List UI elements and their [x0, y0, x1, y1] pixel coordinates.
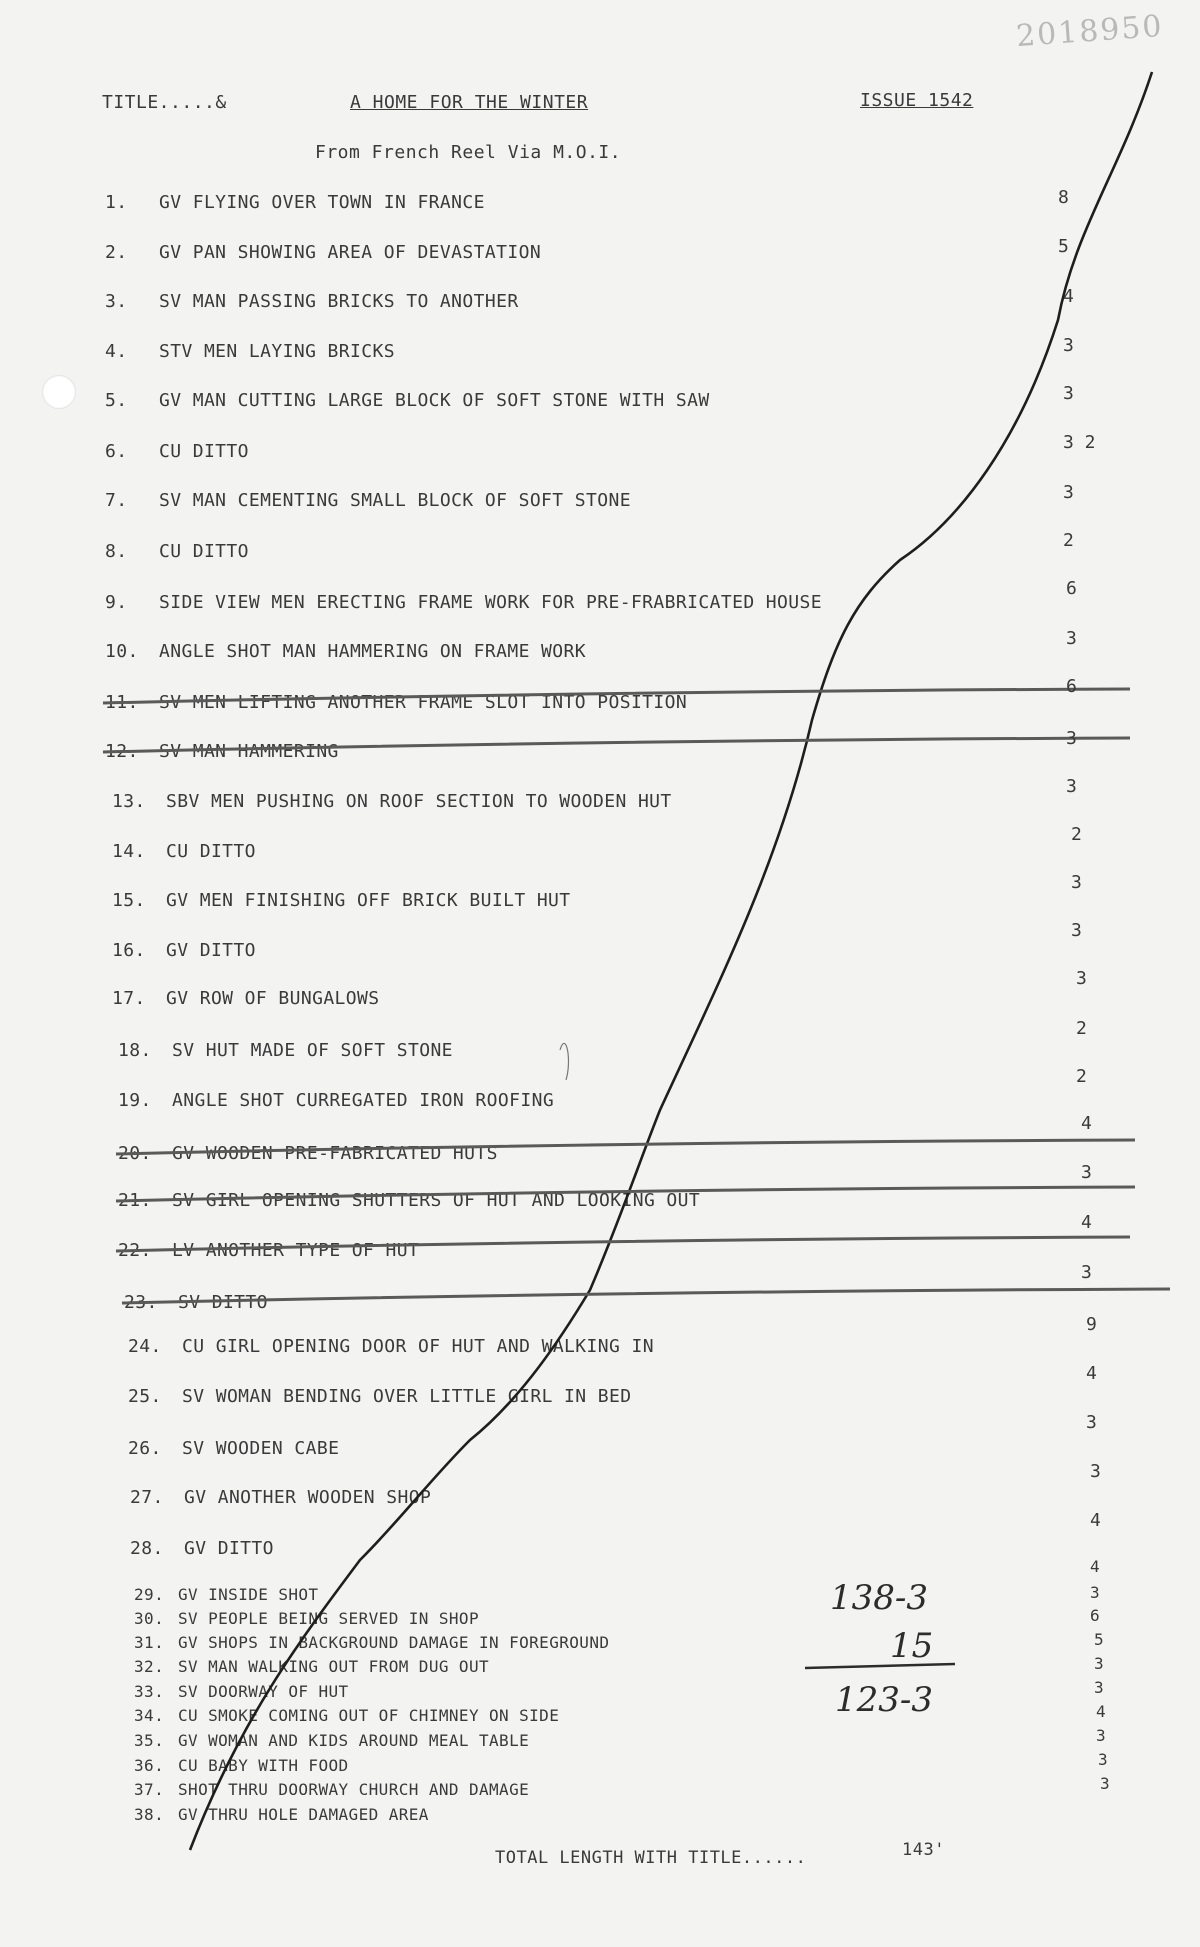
shot-length: 4	[1090, 1557, 1100, 1576]
shot-length: 5	[1094, 1630, 1104, 1649]
shot-description: SV DITTO	[178, 1292, 268, 1313]
shot-length: 3	[1071, 872, 1082, 893]
shot-description: CU DITTO	[159, 441, 249, 462]
shot-number: 4.	[105, 341, 128, 362]
shot-number: 9.	[105, 592, 128, 613]
shot-length: 5	[1058, 236, 1069, 257]
shot-number: 3.	[105, 291, 128, 312]
shot-number: 32.	[134, 1657, 165, 1676]
shot-number: 6.	[105, 441, 128, 462]
shot-number: 26.	[128, 1438, 162, 1459]
shot-length: 2	[1076, 1018, 1087, 1039]
film-title: A HOME FOR THE WINTER	[350, 92, 589, 113]
shot-number: 24.	[128, 1336, 162, 1357]
title-label-text: TITLE.....	[102, 92, 216, 113]
shot-number: 25.	[128, 1386, 162, 1407]
calc-line-1: 138-3	[830, 1578, 929, 1618]
shot-description: GV MAN CUTTING LARGE BLOCK OF SOFT STONE WITH SAW	[159, 390, 710, 411]
shot-number: 38.	[134, 1805, 165, 1824]
shot-description: GV DITTO	[166, 940, 256, 961]
shot-length: 3	[1090, 1461, 1101, 1482]
shot-number: 10.	[105, 641, 139, 662]
shot-description: GV WOMAN AND KIDS AROUND MEAL TABLE	[178, 1731, 530, 1750]
shot-length: 3	[1086, 1412, 1097, 1433]
shot-length: 4	[1086, 1363, 1097, 1384]
shot-number: 14.	[112, 841, 146, 862]
calc-line-3: 123-3	[835, 1680, 934, 1720]
shot-description: GV FLYING OVER TOWN IN FRANCE	[159, 192, 485, 213]
shot-description: CU SMOKE COMING OUT OF CHIMNEY ON SIDE	[178, 1706, 560, 1725]
issue-number: ISSUE 1542	[860, 90, 974, 111]
shot-number: 2.	[105, 242, 128, 263]
shot-length: 4	[1090, 1510, 1101, 1531]
shot-length: 3	[1063, 383, 1074, 404]
shot-length: 3	[1081, 1262, 1092, 1283]
shot-length: 3	[1090, 1583, 1100, 1602]
diagonal-pen-line	[190, 72, 1152, 1850]
shot-description: GV MEN FINISHING OFF BRICK BUILT HUT	[166, 890, 571, 911]
shot-description: SV PEOPLE BEING SERVED IN SHOP	[178, 1609, 479, 1628]
shot-description: SV MAN PASSING BRICKS TO ANOTHER	[159, 291, 519, 312]
shot-description: GV INSIDE SHOT	[178, 1585, 319, 1604]
shot-number: 8.	[105, 541, 128, 562]
shot-length: 4	[1063, 286, 1074, 307]
shot-number: 36.	[134, 1756, 165, 1775]
shot-number: 29.	[134, 1585, 165, 1604]
shot-number: 20.	[118, 1143, 152, 1164]
shot-length: 3	[1094, 1678, 1104, 1697]
shot-description: CU GIRL OPENING DOOR OF HUT AND WALKING IN	[182, 1336, 654, 1357]
strike-through-line	[103, 689, 1130, 703]
shot-description: SV DOORWAY OF HUT	[178, 1682, 349, 1701]
shot-length: 8	[1058, 187, 1069, 208]
shot-number: 28.	[130, 1538, 164, 1559]
shot-length: 4	[1081, 1212, 1092, 1233]
shot-number: 19.	[118, 1090, 152, 1111]
shot-length: 3	[1066, 628, 1077, 649]
shot-length: 4	[1096, 1702, 1106, 1721]
shot-number: 35.	[134, 1731, 165, 1750]
shot-length: 3	[1063, 482, 1074, 503]
shot-length: 3	[1066, 776, 1077, 797]
shot-length: 9	[1086, 1314, 1097, 1335]
shot-number: 5.	[105, 390, 128, 411]
calc-underline	[805, 1664, 955, 1668]
strike-through-line	[116, 1140, 1135, 1154]
shot-length: 3	[1071, 920, 1082, 941]
shot-description: GV THRU HOLE DAMAGED AREA	[178, 1805, 429, 1824]
shot-length: 3 2	[1063, 432, 1096, 453]
archive-number: 2018950	[1015, 8, 1166, 55]
shot-number: 7.	[105, 490, 128, 511]
strike-through-line	[122, 1289, 1170, 1303]
shot-length: 3	[1081, 1162, 1092, 1183]
shot-description: LV ANOTHER TYPE OF HUT	[172, 1240, 420, 1261]
shot-description: SV MAN HAMMERING	[159, 741, 339, 762]
title-suffix: &	[215, 92, 227, 113]
shot-description: SV GIRL OPENING SHUTTERS OF HUT AND LOOKING OUT	[172, 1190, 701, 1211]
shot-number: 34.	[134, 1706, 165, 1725]
shot-number: 1.	[105, 192, 128, 213]
strike-through-line	[103, 738, 1130, 752]
shot-number: 13.	[112, 791, 146, 812]
shot-length: 2	[1076, 1066, 1087, 1087]
shot-description: GV WOODEN PRE-FABRICATED HUTS	[172, 1143, 498, 1164]
shot-number: 16.	[112, 940, 146, 961]
shot-number: 31.	[134, 1633, 165, 1652]
shot-number: 33.	[134, 1682, 165, 1701]
shot-description: GV ROW OF BUNGALOWS	[166, 988, 380, 1009]
shot-description: SHOT THRU DOORWAY CHURCH AND DAMAGE	[178, 1780, 530, 1799]
stray-mark	[560, 1043, 568, 1080]
shot-description: GV ANOTHER WOODEN SHOP	[184, 1487, 432, 1508]
shot-length: 3	[1094, 1654, 1104, 1673]
total-length-value: 143'	[902, 1840, 945, 1860]
source-line: From French Reel Via M.O.I.	[315, 142, 622, 163]
shot-description: SV HUT MADE OF SOFT STONE	[172, 1040, 453, 1061]
shot-number: 12.	[105, 741, 139, 762]
shot-length: 2	[1063, 530, 1074, 551]
shot-description: GV SHOPS IN BACKGROUND DAMAGE IN FOREGROUND	[178, 1633, 610, 1652]
shot-description: GV DITTO	[184, 1538, 274, 1559]
shot-description: ANGLE SHOT CURREGATED IRON ROOFING	[172, 1090, 555, 1111]
shot-number: 30.	[134, 1609, 165, 1628]
shot-description: SV MEN LIFTING ANOTHER FRAME SLOT INTO POSITION	[159, 692, 688, 713]
shot-number: 21.	[118, 1190, 152, 1211]
shot-number: 27.	[130, 1487, 164, 1508]
shot-description: CU BABY WITH FOOD	[178, 1756, 349, 1775]
shot-description: SBV MEN PUSHING ON ROOF SECTION TO WOODEN HUT	[166, 791, 672, 812]
shot-length: 3	[1100, 1774, 1110, 1793]
shot-length: 3	[1096, 1726, 1106, 1745]
shot-description: CU DITTO	[166, 841, 256, 862]
shot-number: 37.	[134, 1780, 165, 1799]
shot-number: 23.	[124, 1292, 158, 1313]
shot-description: SV WOMAN BENDING OVER LITTLE GIRL IN BED	[182, 1386, 632, 1407]
shot-description: SV MAN CEMENTING SMALL BLOCK OF SOFT STONE	[159, 490, 631, 511]
total-length-label: TOTAL LENGTH WITH TITLE......	[495, 1848, 807, 1868]
shot-number: 17.	[112, 988, 146, 1009]
shot-length: 2	[1071, 824, 1082, 845]
shot-number: 22.	[118, 1240, 152, 1261]
strike-through-line	[116, 1237, 1130, 1251]
shot-length: 4	[1081, 1113, 1092, 1134]
shot-description: CU DITTO	[159, 541, 249, 562]
shot-length: 6	[1066, 676, 1077, 697]
shot-length: 3	[1063, 335, 1074, 356]
shot-description: GV PAN SHOWING AREA OF DEVASTATION	[159, 242, 542, 263]
shot-description: SV MAN WALKING OUT FROM DUG OUT	[178, 1657, 490, 1676]
shot-description: SIDE VIEW MEN ERECTING FRAME WORK FOR PRE-FRABRICATED HOUSE	[159, 592, 822, 613]
shot-length: 6	[1090, 1606, 1100, 1625]
shot-length: 3	[1076, 968, 1087, 989]
shot-length: 3	[1066, 728, 1077, 749]
calc-line-2: 15	[890, 1626, 934, 1666]
shot-number: 15.	[112, 890, 146, 911]
shot-description: SV WOODEN CABE	[182, 1438, 340, 1459]
shot-number: 11.	[105, 692, 139, 713]
shot-number: 18.	[118, 1040, 152, 1061]
shot-length: 6	[1066, 578, 1077, 599]
shot-description: STV MEN LAYING BRICKS	[159, 341, 395, 362]
shot-length: 3	[1098, 1750, 1108, 1769]
shot-description: ANGLE SHOT MAN HAMMERING ON FRAME WORK	[159, 641, 587, 662]
